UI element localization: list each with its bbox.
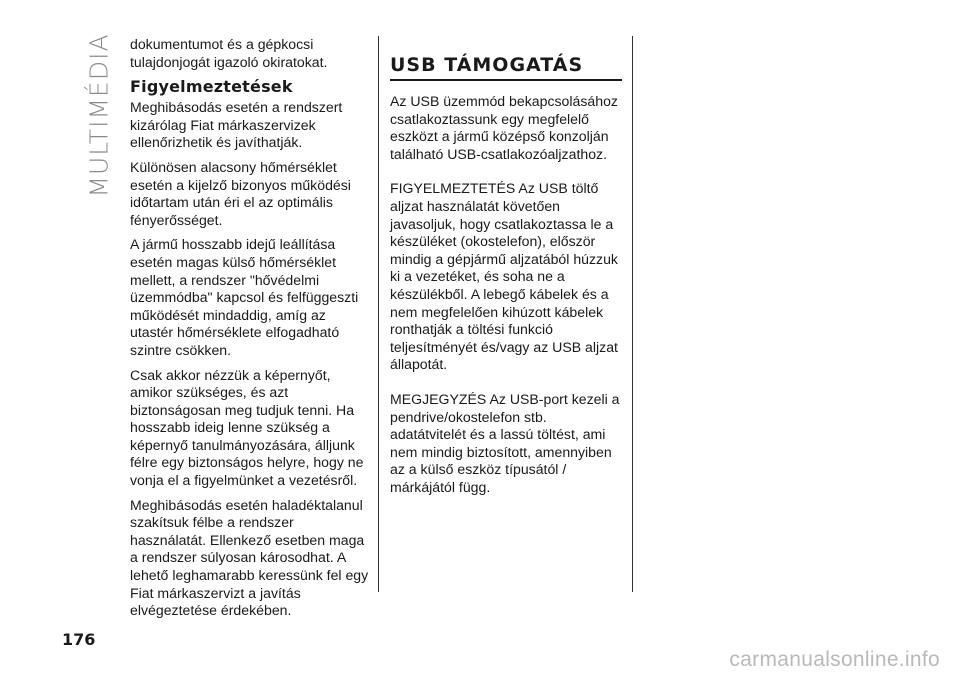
section-tab-label: MULTIMÉDIA xyxy=(84,32,114,198)
column-divider xyxy=(632,36,633,592)
usb-note-paragraph: MEGJEGYZÉS Az USB-port kezeli a pendrive/okostelefon stb. adatátvitelét és a lassú töltést, ami nem mindig biztosított, amennyiben az a külső eszköz típusától / márkájától függ. xyxy=(390,390,620,495)
warning-paragraph: Különösen alacsony hőmérséklet esetén a kijelző bizonyos működési időtartam után éri el az optimális fényerősséget. xyxy=(130,158,351,228)
warning-paragraph: Meghibásodás esetén a rendszert kizárólag Fiat márkaszervizek ellenőrizhetik és javíthatják. xyxy=(130,99,343,151)
left-column xyxy=(130,36,370,627)
warning-paragraph: Csak akkor nézzük a képernyőt, amikor szükséges, és azt biztonságosan meg tudjuk tenni. Ha hosszabb ideig lenne szükség a képernyő tanulmányozására, álljunk félre egy biztonságos helyre, hogy ne vonja el a figyelmünket a vezetésről. xyxy=(130,366,364,489)
page-number: 176 xyxy=(62,630,96,649)
column-divider xyxy=(378,36,379,592)
site-watermark: carmanualsonline.info xyxy=(729,648,940,671)
intro-text: dokumentumot és a gépkocsi tulajdonjogát igazoló okiratokat. xyxy=(130,36,328,70)
usb-warning-paragraph: FIGYELMEZTETÉS Az USB töltő aljzat használatát követően javasoljuk, hogy csatlakoztassa le a készüléket (okostelefon), először mindig a gépjármű aljzatából húzzuk ki a vezetéket, és soha ne a készülékből. A lebegő kábelek és a nem megfelelően kihúzott kábelek ronthatják a töltési funkció teljesítményét és/vagy az USB aljzat állapotát. xyxy=(390,180,618,373)
right-column xyxy=(390,54,622,513)
usb-support-heading: USB TÁMOGATÁS xyxy=(390,54,622,81)
warnings-heading: Figyelmeztetések xyxy=(130,77,293,97)
warning-paragraph: Meghibásodás esetén haladéktalanul szakítsuk félbe a rendszer használatát. Ellenkező esetben maga a rendszer súlyosan károsodhat. A lehető leghamarabb keressünk fel egy Fiat márkaszervizt a javítás elvégeztetése érdekében. xyxy=(130,496,369,619)
usb-paragraph: Az USB üzemmód bekapcsolásához csatlakoztassunk egy megfelelő eszközt a jármű középső konzolján található USB-csatlakozóaljzathoz. xyxy=(390,93,618,162)
warning-paragraph: A jármű hosszabb idejű leállítása esetén magas külső hőmérséklet mellett, a rendszer "hővédelmi üzemmódba" kapcsol és felfüggeszti működését mindaddig, amíg az utastér hőmérséklete elfogadható szintre csökken. xyxy=(130,236,359,358)
section-tab xyxy=(78,32,120,198)
